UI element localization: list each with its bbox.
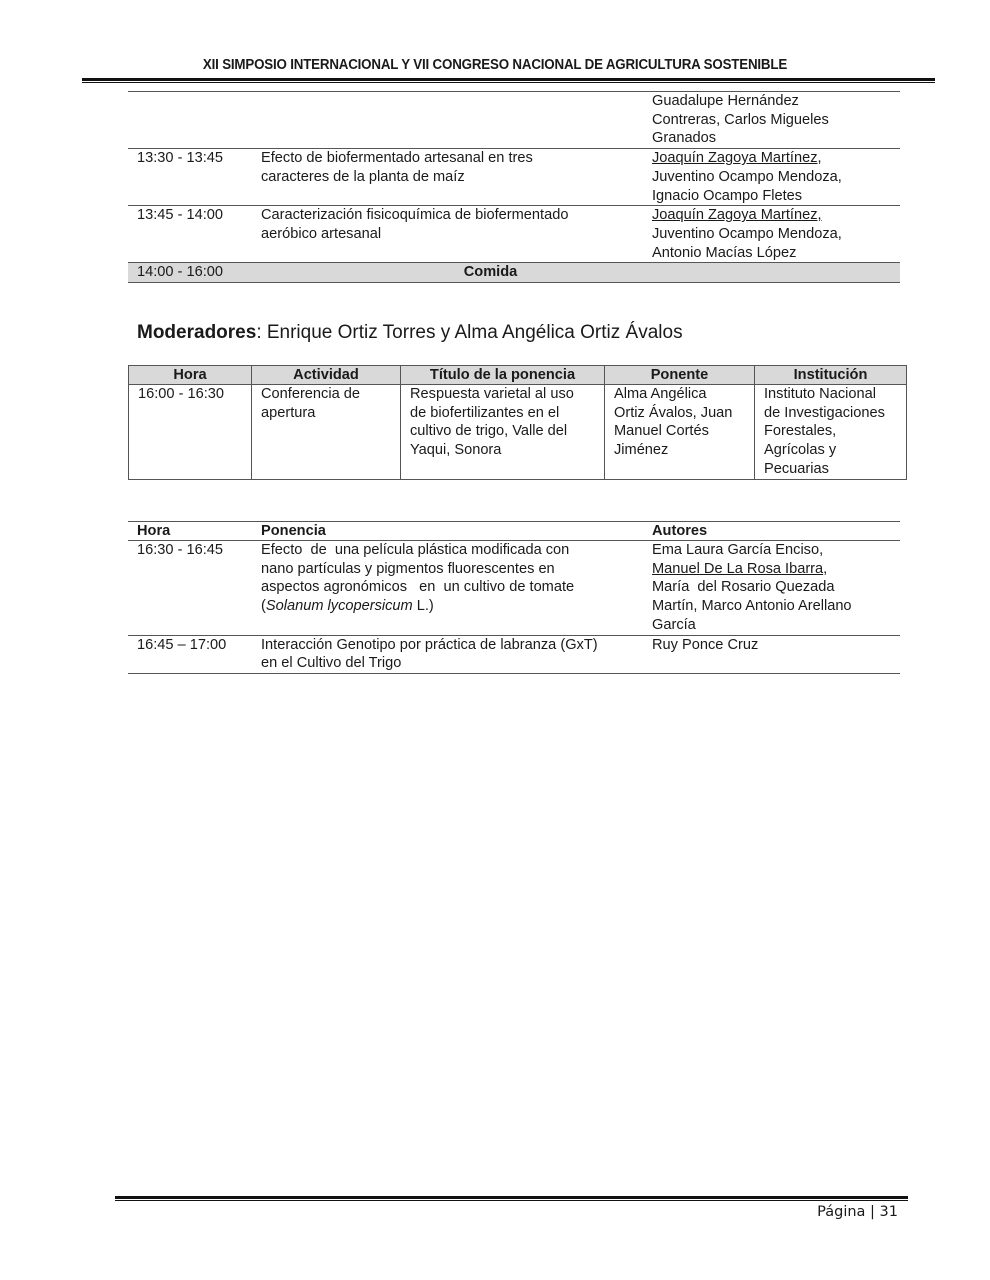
titulo-cell: Caracterización fisicoquímica de biofermentado aeróbico artesanal [252,206,643,263]
moderadores-label: Moderadores [137,322,257,343]
column-header: Hora [128,522,252,541]
footer-rule [115,1196,908,1201]
table-header-row [128,522,900,541]
column-header: Actividad [252,366,401,385]
table-row-comida [128,263,900,283]
species-name: Solanum lycopersicum [265,598,413,615]
autores-cell: Joaquín Zagoya Martínez, Juventino Ocampo Mendoza, Antonio Macías López [643,206,900,263]
hora-cell [128,92,252,149]
autores-cell: Joaquín Zagoya Martínez, Juventino Ocampo Mendoza, Ignacio Ocampo Fletes [643,149,900,206]
presenting-author: Joaquín Zagoya Martínez, [652,207,822,224]
hora-cell: 14:00 - 16:00 [128,263,252,283]
titulo-cell: Efecto de biofermentado artesanal en tres caracteres de la planta de maíz [252,149,643,206]
titulo-cell [252,92,643,149]
table-row [129,385,907,480]
schedule-table-1 [128,91,900,283]
schedule-table-2 [128,365,907,480]
actividad-cell: Conferencia de apertura [252,385,401,480]
column-header: Autores [643,522,900,541]
hora-cell: 13:30 - 13:45 [128,149,252,206]
table-row [128,541,900,636]
autores-cell: Ruy Ponce Cruz [643,635,900,673]
moderadores-names: : Enrique Ortiz Torres y Alma Angélica Ortiz Ávalos [256,322,683,343]
schedule-table-3 [128,521,900,674]
table-row [128,206,900,263]
hora-cell: 16:00 - 16:30 [129,385,252,480]
presenting-author: Manuel De La Rosa Ibarra [652,560,824,577]
institucion-cell: Instituto Nacional de Investigaciones Forestales, Agrícolas y Pecuarias [755,385,907,480]
column-header: Institución [755,366,907,385]
column-header: Título de la ponencia [401,366,605,385]
ponencia-cell: Interacción Genotipo por práctica de labranza (GxT) en el Cultivo del Trigo [252,635,643,673]
table-row [128,635,900,673]
ponente-cell: Alma Angélica Ortiz Ávalos, Juan Manuel Cortés Jiménez [605,385,755,480]
ponencia-cell: Efecto de una película plástica modificada con nano partículas y pigmentos fluorescentes en aspectos agronómicos en un cultivo de tomate (Solanum lycopersicum L.) [252,541,643,636]
table-row [128,92,900,149]
column-header: Hora [129,366,252,385]
titulo-cell: Respuesta varietal al uso de biofertilizantes en el cultivo de trigo, Valle del Yaqui, Sonora [401,385,605,480]
table-header-row [129,366,907,385]
hora-cell: 16:45 – 17:00 [128,635,252,673]
header-rule [82,78,935,83]
hora-cell: 13:45 - 14:00 [128,206,252,263]
autores-cell: Ema Laura García Enciso, Manuel De La Rosa Ibarra, María del Rosario Quezada Martín, Marco Antonio Arellano García [643,541,900,636]
page-number: Página | 31 [817,1204,898,1220]
table-row [128,149,900,206]
moderadores-line [137,322,683,344]
comida-label: Comida [252,263,900,283]
hora-cell: 16:30 - 16:45 [128,541,252,636]
presenting-author: Joaquín Zagoya Martínez [652,150,818,167]
column-header: Ponente [605,366,755,385]
page-header-title: XII SIMPOSIO INTERNACIONAL Y VII CONGRESO NACIONAL DE AGRICULTURA SOSTENIBLE [202,57,788,73]
column-header: Ponencia [252,522,643,541]
autores-cell: Guadalupe Hernández Contreras, Carlos Migueles Granados [643,92,900,149]
